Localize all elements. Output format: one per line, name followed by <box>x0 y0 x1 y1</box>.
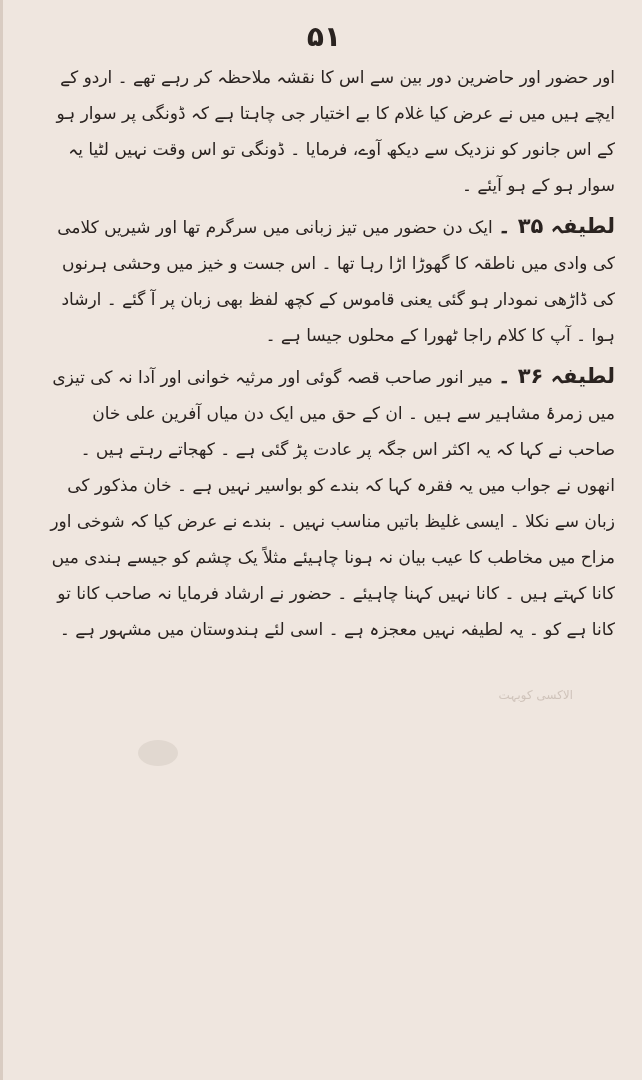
paragraph-latifa-36 <box>43 358 615 648</box>
paragraph-text: ایک دن حضور میں تیز زبانی میں سرگرم تھا اور شیریں کلامی کی وادی میں ناطقہ کا گھوڑا اڑا رہا تھا ۔ اس جست و خیز میں وحشی ہرنوں کی ڈاڑھی نمودار ہو گئی یعنی قاموس کے کچھ لفظ بھی زبان پر آ گئے ۔ ارشاد ہوا ۔ آپ کا کلام راجا ٹھورا کے محلوں جیسا ہے ۔ <box>57 218 615 346</box>
latifa-heading: لطیفہ ۳۶ ۔ <box>498 364 615 388</box>
paragraph-text: میر انور صاحب قصہ گوئی اور مرثیہ خوانی اور آدا نہ کی تیزی میں زمرۂ مشاہیر سے ہیں ۔ ان کے حق میں ایک دن میاں آفرین علی خان صاحب نے کہا کہ یہ اکثر اس جگہ پر عادت پڑ گئی ہے ۔ کھجاتے رہتے ہیں ۔ انھوں نے جواب میں یہ فقرہ کہا کہ بندے کو بواسیر نہیں ہے ۔ خان مذکور کی زبان سے نکلا ۔ ایسی غلیظ باتیں مناسب نہیں ۔ بندے نے عرض کیا کہ شوخی اور مزاح میں مخاطب کا عیب بیان نہ ہونا چاہیئے مثلاً یک چشم کو جیسے ہندی میں کانا کہتے ہیں ۔ کانا نہیں کہنا چاہیئے ۔ حضور نے ارشاد فرمایا نہ صاحب کانا تو کانا ہے کو ۔ یہ لطیفہ نہیں معجزہ ہے ۔ اسی لئے ہندوستان میں مشہور ہے ۔ <box>50 368 615 640</box>
paper-smudge <box>138 740 178 766</box>
page-body <box>43 60 615 652</box>
paragraph-latifa-35 <box>43 208 615 354</box>
page-number: ۵۱ <box>306 20 342 53</box>
latifa-heading: لطیفہ ۳۵ ۔ <box>498 214 615 238</box>
paragraph-intro <box>43 60 615 204</box>
faint-bleed-through-text: الاکسی کوبہت <box>498 688 573 702</box>
paragraph-text: اور حضور اور حاضرین دور بین سے اس کا نقشہ ملاحظہ کر رہے تھے ۔ اردو کے ایچے ہیں میں نے عرض کیا غلام کا بے اختیار جی چاہتا ہے کہ ڈونگی پر سوار ہو کے اس جانور کو نزدیک سے دیکھ آوے، فرمایا ۔ ڈونگی تو اس وقت نہیں لٹیا یہ سوار ہو کے ہو آیئے ۔ <box>56 68 615 196</box>
